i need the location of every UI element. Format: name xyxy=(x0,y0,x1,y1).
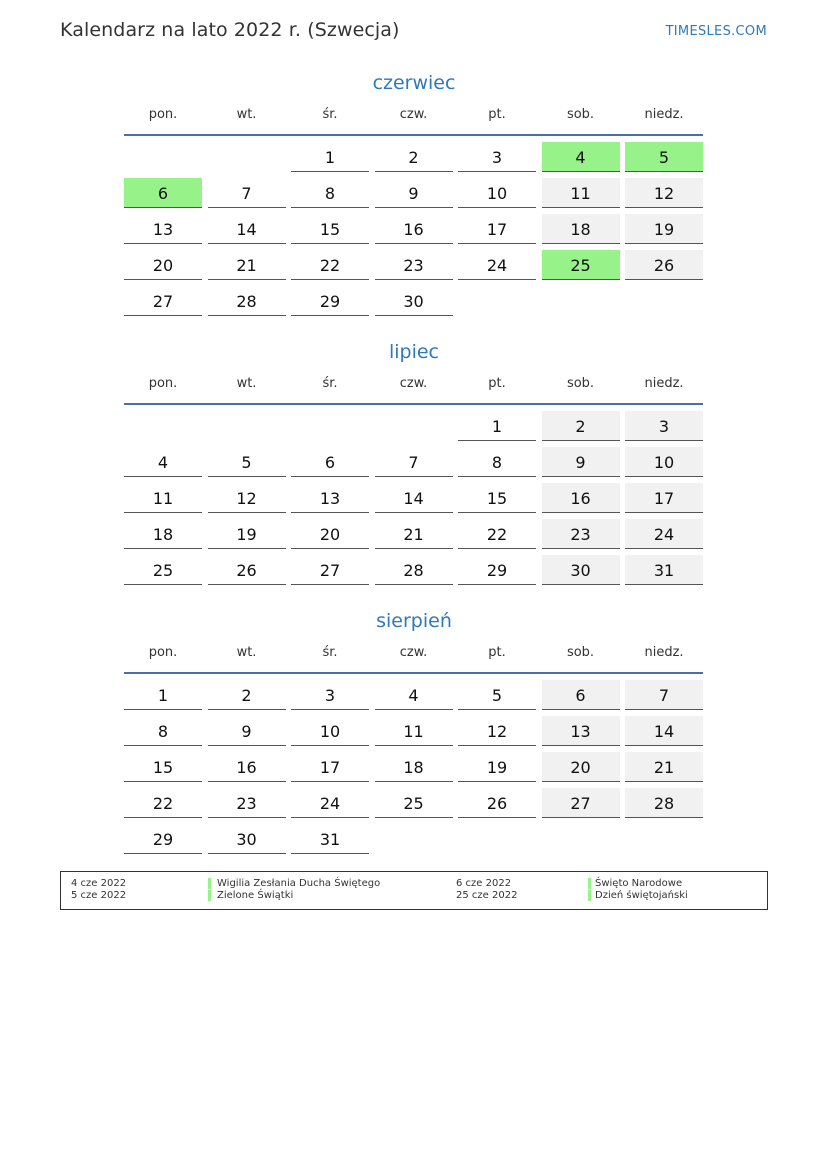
day-cell: 30 xyxy=(375,286,453,316)
day-cell: 7 xyxy=(208,178,286,208)
empty-day-cell xyxy=(542,286,620,316)
day-cell: 15 xyxy=(291,214,369,244)
day-cell: 20 xyxy=(124,250,202,280)
day-cell: 22 xyxy=(124,788,202,818)
week-row xyxy=(124,678,704,714)
day-cell: 17 xyxy=(625,483,703,513)
weekday-label: pt. xyxy=(488,645,506,660)
day-cell: 18 xyxy=(375,752,453,782)
month-divider xyxy=(124,134,703,136)
day-cell: 5 xyxy=(208,447,286,477)
day-cell: 28 xyxy=(625,788,703,818)
weekday-label: czw. xyxy=(399,376,428,391)
empty-day-cell xyxy=(375,824,453,854)
day-cell: 4 xyxy=(124,447,202,477)
day-cell: 1 xyxy=(291,142,369,172)
day-cell: 28 xyxy=(375,555,453,585)
legend-date: 6 cze 2022 xyxy=(456,878,512,889)
day-cell: 26 xyxy=(458,788,536,818)
day-cell: 3 xyxy=(458,142,536,172)
weekday-label: pt. xyxy=(488,107,506,122)
day-cell: 30 xyxy=(208,824,286,854)
weekday-label: niedz. xyxy=(644,107,684,122)
weekday-header xyxy=(124,105,704,125)
day-cell: 26 xyxy=(208,555,286,585)
day-cell: 27 xyxy=(542,788,620,818)
legend-color-swatch xyxy=(208,890,211,901)
day-cell: 18 xyxy=(542,214,620,244)
day-cell: 21 xyxy=(625,752,703,782)
day-cell: 20 xyxy=(291,519,369,549)
day-cell: 16 xyxy=(208,752,286,782)
week-row xyxy=(124,714,704,750)
weekday-label: sob. xyxy=(566,376,595,391)
day-cell: 2 xyxy=(375,142,453,172)
day-cell: 24 xyxy=(625,519,703,549)
day-cell: 28 xyxy=(208,286,286,316)
empty-day-cell xyxy=(542,824,620,854)
day-cell: 8 xyxy=(291,178,369,208)
weekday-label: pon. xyxy=(148,107,178,122)
empty-day-cell xyxy=(208,411,286,441)
day-cell: 2 xyxy=(208,680,286,710)
day-cell: 31 xyxy=(291,824,369,854)
day-cell: 3 xyxy=(625,411,703,441)
holiday-day-cell: 4 xyxy=(542,142,620,172)
day-cell: 29 xyxy=(291,286,369,316)
site-link[interactable]: TIMESLES.COM xyxy=(665,24,767,39)
weekday-label: pon. xyxy=(148,645,178,660)
day-cell: 8 xyxy=(124,716,202,746)
weekday-label: wt. xyxy=(236,645,257,660)
day-cell: 22 xyxy=(458,519,536,549)
day-cell: 23 xyxy=(375,250,453,280)
day-cell: 18 xyxy=(124,519,202,549)
day-cell: 4 xyxy=(375,680,453,710)
day-cell: 19 xyxy=(208,519,286,549)
day-cell: 12 xyxy=(458,716,536,746)
weekday-label: czw. xyxy=(399,645,428,660)
legend-holiday-name: Wigilia Zesłania Ducha Świętego xyxy=(217,878,381,889)
holiday-day-cell: 6 xyxy=(124,178,202,208)
day-cell: 11 xyxy=(375,716,453,746)
day-cell: 15 xyxy=(124,752,202,782)
day-cell: 15 xyxy=(458,483,536,513)
month-divider xyxy=(124,672,703,674)
week-row xyxy=(124,481,704,517)
day-cell: 29 xyxy=(458,555,536,585)
legend-color-swatch xyxy=(588,878,591,889)
day-cell: 27 xyxy=(291,555,369,585)
day-grid xyxy=(124,409,704,589)
day-cell: 20 xyxy=(542,752,620,782)
month-block xyxy=(124,339,704,589)
day-grid xyxy=(124,140,704,320)
day-cell: 13 xyxy=(542,716,620,746)
week-row xyxy=(124,822,704,858)
empty-day-cell xyxy=(458,286,536,316)
holiday-legend xyxy=(60,871,768,910)
day-cell: 10 xyxy=(458,178,536,208)
day-cell: 24 xyxy=(291,788,369,818)
day-cell: 14 xyxy=(625,716,703,746)
day-cell: 21 xyxy=(208,250,286,280)
day-cell: 21 xyxy=(375,519,453,549)
day-cell: 23 xyxy=(542,519,620,549)
month-title: sierpień xyxy=(376,610,452,632)
legend-holiday-name: Zielone Świątki xyxy=(217,890,294,901)
legend-date: 4 cze 2022 xyxy=(71,878,127,889)
week-row xyxy=(124,248,704,284)
week-row xyxy=(124,409,704,445)
day-cell: 26 xyxy=(625,250,703,280)
weekday-label: niedz. xyxy=(644,645,684,660)
week-row xyxy=(124,553,704,589)
weekday-label: sob. xyxy=(566,107,595,122)
day-cell: 11 xyxy=(124,483,202,513)
day-cell: 12 xyxy=(208,483,286,513)
day-cell: 9 xyxy=(208,716,286,746)
week-row xyxy=(124,786,704,822)
day-cell: 27 xyxy=(124,286,202,316)
legend-holiday-name: Święto Narodowe xyxy=(595,878,683,889)
empty-day-cell xyxy=(625,286,703,316)
day-cell: 25 xyxy=(375,788,453,818)
weekday-label: śr. xyxy=(322,645,338,660)
day-cell: 25 xyxy=(124,555,202,585)
day-cell: 19 xyxy=(458,752,536,782)
weekday-header xyxy=(124,643,704,663)
day-cell: 30 xyxy=(542,555,620,585)
week-row xyxy=(124,750,704,786)
day-cell: 1 xyxy=(124,680,202,710)
weekday-label: sob. xyxy=(566,645,595,660)
holiday-day-cell: 5 xyxy=(625,142,703,172)
day-cell: 14 xyxy=(208,214,286,244)
week-row xyxy=(124,140,704,176)
month-title: czerwiec xyxy=(372,72,456,94)
day-cell: 31 xyxy=(625,555,703,585)
day-cell: 23 xyxy=(208,788,286,818)
weekday-label: wt. xyxy=(236,376,257,391)
day-cell: 10 xyxy=(625,447,703,477)
holiday-day-cell: 25 xyxy=(542,250,620,280)
week-row xyxy=(124,212,704,248)
day-cell: 13 xyxy=(291,483,369,513)
day-cell: 12 xyxy=(625,178,703,208)
day-grid xyxy=(124,678,704,858)
day-cell: 1 xyxy=(458,411,536,441)
empty-day-cell xyxy=(124,142,202,172)
day-cell: 11 xyxy=(542,178,620,208)
weekday-label: pt. xyxy=(488,376,506,391)
month-block xyxy=(124,70,704,320)
day-cell: 9 xyxy=(542,447,620,477)
week-row xyxy=(124,176,704,212)
day-cell: 29 xyxy=(124,824,202,854)
empty-day-cell xyxy=(208,142,286,172)
weekday-header xyxy=(124,374,704,394)
week-row xyxy=(124,517,704,553)
legend-date: 5 cze 2022 xyxy=(71,890,127,901)
legend-holiday-name: Dzień świętojański xyxy=(595,890,688,901)
day-cell: 16 xyxy=(542,483,620,513)
day-cell: 7 xyxy=(625,680,703,710)
day-cell: 5 xyxy=(458,680,536,710)
day-cell: 6 xyxy=(291,447,369,477)
week-row xyxy=(124,284,704,320)
day-cell: 6 xyxy=(542,680,620,710)
legend-color-swatch xyxy=(588,890,591,901)
day-cell: 8 xyxy=(458,447,536,477)
empty-day-cell xyxy=(375,411,453,441)
day-cell: 14 xyxy=(375,483,453,513)
day-cell: 7 xyxy=(375,447,453,477)
day-cell: 17 xyxy=(458,214,536,244)
weekday-label: pon. xyxy=(148,376,178,391)
day-cell: 10 xyxy=(291,716,369,746)
day-cell: 19 xyxy=(625,214,703,244)
weekday-label: niedz. xyxy=(644,376,684,391)
week-row xyxy=(124,445,704,481)
weekday-label: śr. xyxy=(322,107,338,122)
day-cell: 16 xyxy=(375,214,453,244)
day-cell: 13 xyxy=(124,214,202,244)
day-cell: 24 xyxy=(458,250,536,280)
page-title: Kalendarz na lato 2022 r. (Szwecja) xyxy=(60,19,400,41)
day-cell: 2 xyxy=(542,411,620,441)
empty-day-cell xyxy=(124,411,202,441)
legend-date: 25 cze 2022 xyxy=(456,890,518,901)
legend-color-swatch xyxy=(208,878,211,889)
empty-day-cell xyxy=(291,411,369,441)
empty-day-cell xyxy=(458,824,536,854)
day-cell: 17 xyxy=(291,752,369,782)
weekday-label: śr. xyxy=(322,376,338,391)
weekday-label: wt. xyxy=(236,107,257,122)
weekday-label: czw. xyxy=(399,107,428,122)
empty-day-cell xyxy=(625,824,703,854)
month-block xyxy=(124,608,704,858)
month-title: lipiec xyxy=(388,341,440,363)
day-cell: 9 xyxy=(375,178,453,208)
month-divider xyxy=(124,403,703,405)
day-cell: 3 xyxy=(291,680,369,710)
day-cell: 22 xyxy=(291,250,369,280)
